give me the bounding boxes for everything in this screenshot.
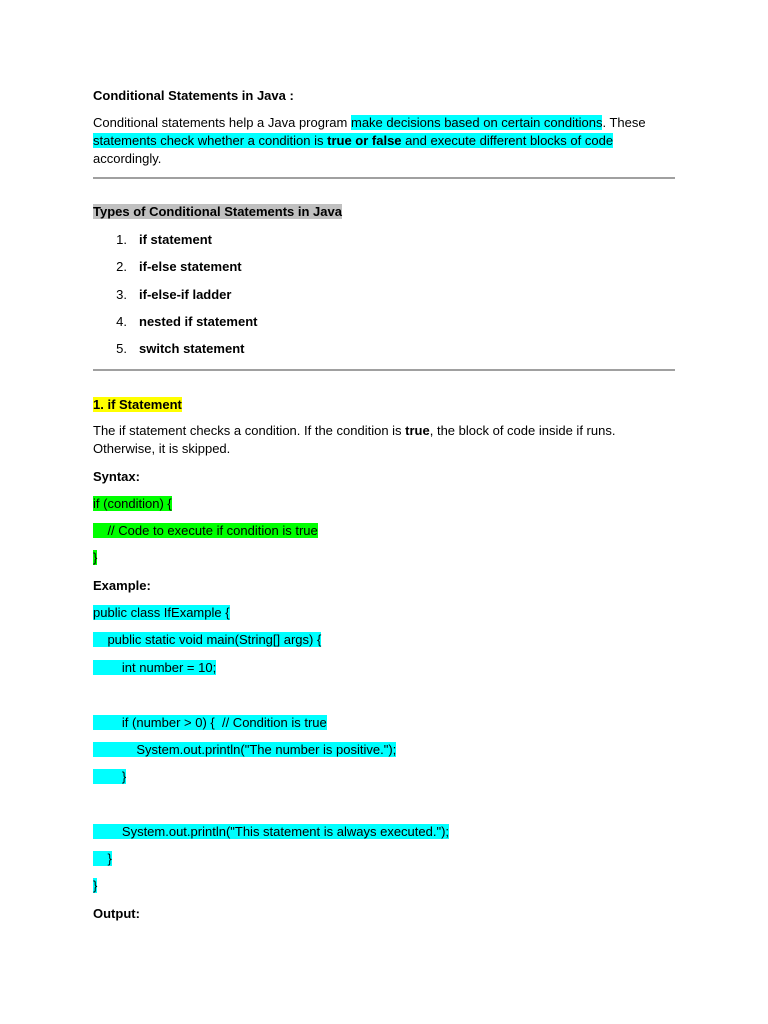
code-text: } bbox=[93, 851, 112, 866]
list-number: 5. bbox=[116, 341, 127, 356]
code-line bbox=[93, 877, 97, 895]
list-number: 1. bbox=[116, 232, 127, 247]
section-heading bbox=[93, 396, 182, 414]
desc-text-d: Otherwise, it is skipped. bbox=[93, 441, 231, 456]
page-title: Conditional Statements in Java : bbox=[93, 88, 294, 103]
code-text: public class IfExample { bbox=[93, 605, 230, 620]
code-line bbox=[93, 631, 321, 649]
desc-text-a: The if statement checks a condition. If the condition is bbox=[93, 423, 406, 438]
intro-paragraph bbox=[93, 114, 653, 168]
code-text: System.out.println("The number is positive."); bbox=[93, 742, 397, 757]
code-text: } bbox=[93, 550, 98, 565]
desc-text-c: , the block of code inside if runs. bbox=[429, 423, 616, 438]
intro-text-1: Conditional statements help a Java program bbox=[93, 115, 351, 130]
code-line bbox=[93, 823, 449, 841]
list-item bbox=[93, 286, 231, 304]
list-label: switch statement bbox=[139, 341, 245, 356]
intro-highlight-2a: statements check whether a condition is bbox=[93, 133, 328, 148]
section-description bbox=[93, 422, 615, 458]
code-text: System.out.println("This statement is always executed."); bbox=[93, 824, 450, 839]
syntax-label: Syntax: bbox=[93, 469, 140, 484]
code-line bbox=[93, 850, 112, 868]
list-item bbox=[93, 258, 242, 276]
list-number: 4. bbox=[116, 314, 127, 329]
code-line bbox=[93, 522, 318, 540]
list-label: if-else-if ladder bbox=[139, 287, 232, 302]
list-number: 3. bbox=[116, 287, 127, 302]
code-text: } bbox=[93, 769, 127, 784]
desc-text-bold: true bbox=[405, 423, 430, 438]
code-line bbox=[93, 741, 396, 759]
list-item bbox=[93, 313, 257, 331]
types-heading bbox=[93, 203, 342, 221]
intro-highlight-2b: true or false bbox=[327, 133, 402, 148]
code-text: if (number > 0) { // Condition is true bbox=[93, 715, 327, 730]
intro-text-2: . These bbox=[602, 115, 646, 130]
intro-highlight-1: make decisions based on certain conditions bbox=[350, 115, 603, 130]
code-text: } bbox=[93, 878, 98, 893]
intro-highlight-2c: and execute different blocks of code bbox=[401, 133, 614, 148]
divider-1 bbox=[93, 177, 675, 179]
divider-2 bbox=[93, 369, 675, 371]
list-label: if statement bbox=[139, 232, 212, 247]
code-line bbox=[93, 714, 327, 732]
code-text: public static void main(String[] args) { bbox=[93, 632, 322, 647]
code-line bbox=[93, 495, 172, 513]
intro-text-3: accordingly. bbox=[93, 151, 162, 166]
list-item bbox=[93, 231, 212, 249]
output-label: Output: bbox=[93, 906, 140, 921]
section-heading-text: 1. if Statement bbox=[93, 397, 182, 412]
list-number: 2. bbox=[116, 259, 127, 274]
code-text: // Code to execute if condition is true bbox=[93, 523, 318, 538]
list-label: if-else statement bbox=[139, 259, 242, 274]
types-heading-text: Types of Conditional Statements in Java bbox=[93, 204, 342, 219]
code-line bbox=[93, 768, 126, 786]
list-item bbox=[93, 340, 244, 358]
code-text: if (condition) { bbox=[93, 496, 172, 511]
code-line bbox=[93, 549, 97, 567]
code-line bbox=[93, 604, 230, 622]
code-text: int number = 10; bbox=[93, 660, 217, 675]
example-label: Example: bbox=[93, 578, 151, 593]
code-line bbox=[93, 659, 216, 677]
list-label: nested if statement bbox=[139, 314, 258, 329]
